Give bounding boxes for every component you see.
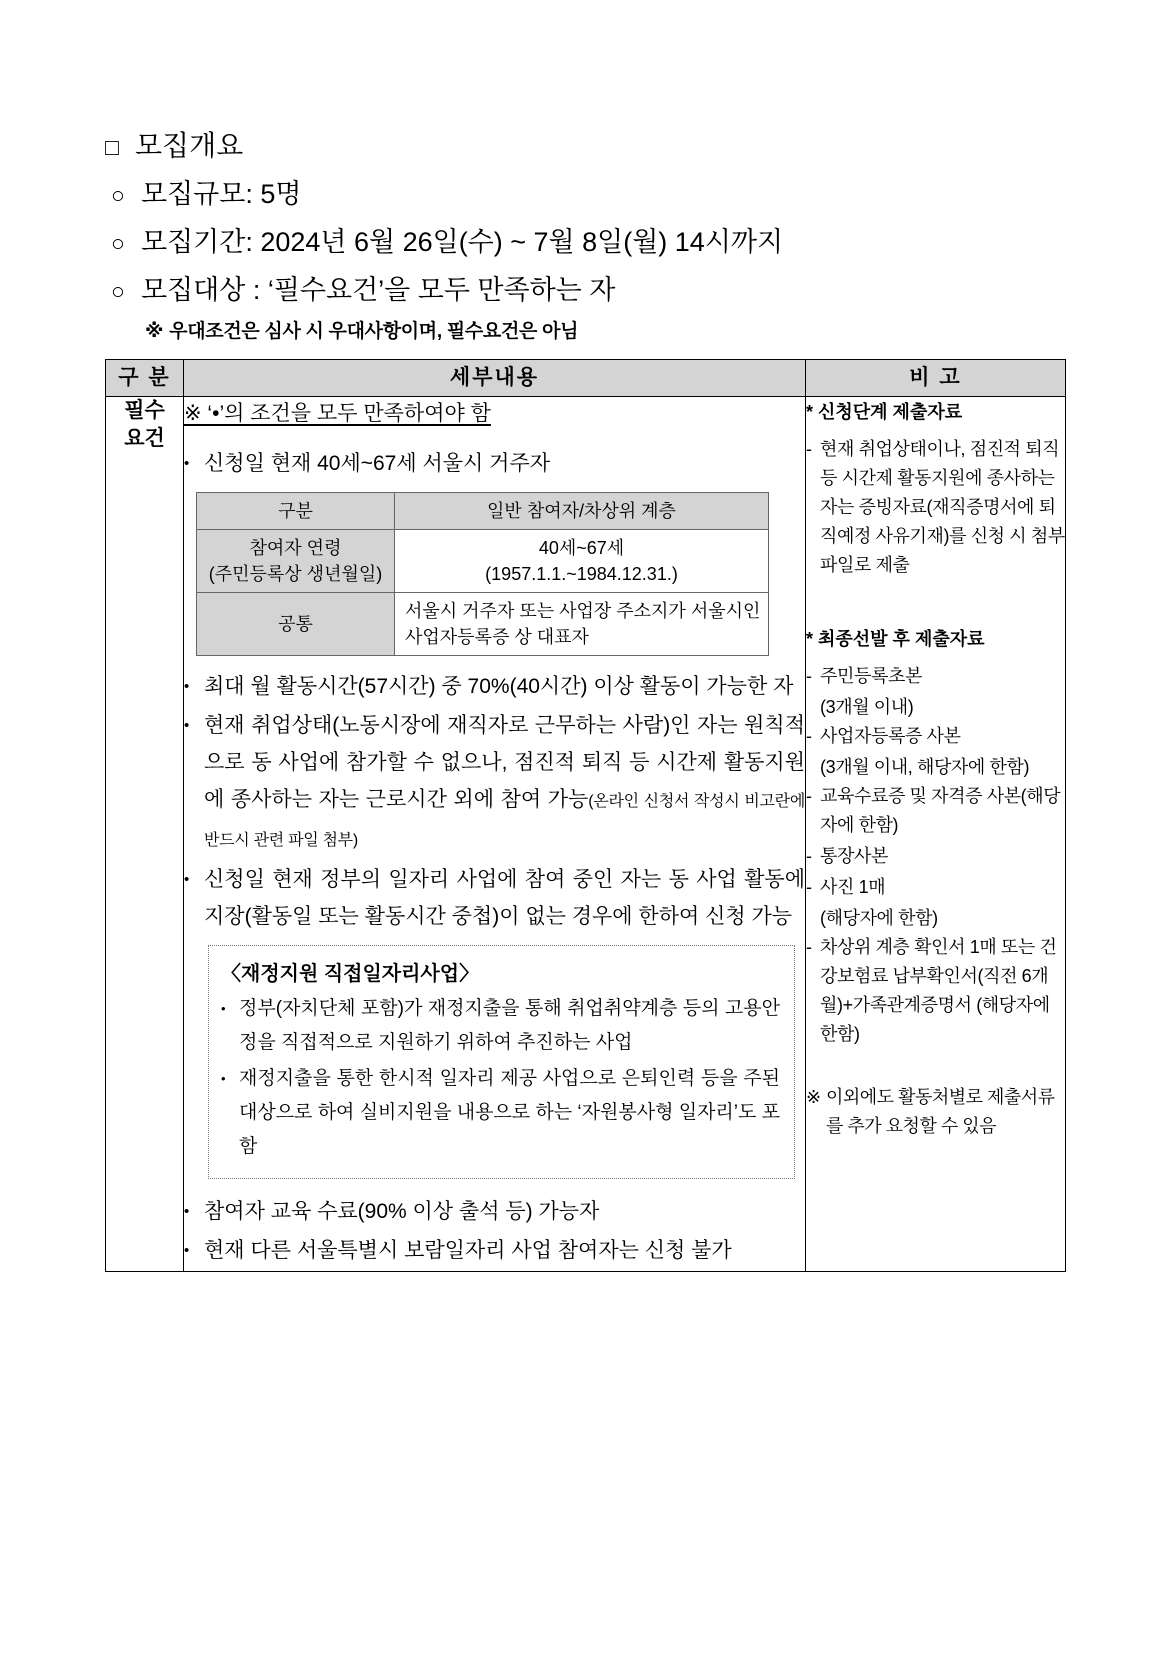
page-title: 모집개요 (135, 130, 244, 161)
dot-bullet-icon: • (221, 1071, 226, 1086)
common-value-line2: 사업자등록증 상 대표자 (405, 627, 589, 647)
reference-mark-icon: ※ (145, 321, 164, 342)
heading-line-scale (111, 171, 1065, 219)
dash-bullet-icon: - (806, 877, 812, 897)
detail-bullet-gov-program (184, 861, 805, 935)
detail-bullet-education (184, 1193, 805, 1230)
detail-bullet-other-program (184, 1232, 805, 1269)
dot-bullet-icon: • (184, 678, 190, 695)
bigo-section2-item (806, 662, 1065, 691)
section-title-line (105, 122, 1065, 171)
age-label-line1: 참여자 연령 (249, 538, 342, 558)
detail-bullet-employment-status-text: 현재 취업상태(노동시장에 재직자로 근무하는 사람)인 자는 원칙적으로 동 사업에 참가할 수 없으나, 점진적 퇴직 등 시간제 활동지원에 종사하는 자는 근로시간 외에 참여 가능 (204, 714, 805, 811)
age-table-col2-header: 일반 참여자/차상위 계층 (395, 493, 769, 530)
circle-bullet-icon: ○ (111, 278, 125, 304)
bigo-section1-item-text: 현재 취업상태이나, 점진적 퇴직 등 시간제 활동지원에 종사하는 자는 증빙자료(재직증명서에 퇴직예정 사유기재)를 신청 시 첨부파일로 제출 (820, 439, 1065, 575)
bigo-section2-title: * 최종선발 후 제출자료 (806, 629, 985, 649)
detail-bullet-activity-hours (184, 668, 805, 705)
definition-box-item (221, 1062, 780, 1164)
dot-bullet-icon: • (184, 717, 190, 734)
recruit-target-text: 모집대상 : ‘필수요건’을 모두 만족하는 자 (141, 275, 616, 305)
definition-box (208, 945, 795, 1179)
age-table-label-common: 공통 (197, 593, 395, 656)
common-value-line1: 서울시 거주자 또는 사업장 주소지가 서울시인 (405, 601, 761, 621)
detail-bullet-other-program-text: 현재 다른 서울특별시 보람일자리 사업 참여자는 신청 불가 (204, 1239, 732, 1262)
dot-bullet-icon: • (184, 1242, 190, 1259)
dot-bullet-icon: • (221, 1001, 226, 1016)
bigo-section1-item (806, 435, 1065, 580)
dash-bullet-icon: - (806, 786, 812, 806)
row-label-line1: 필수 (124, 399, 165, 422)
detail-bullet-residence-text: 신청일 현재 40세~67세 서울시 거주자 (204, 452, 551, 475)
age-criteria-table (196, 492, 769, 656)
dot-bullet-icon: • (184, 455, 190, 472)
age-value-line1: 40세~67세 (538, 538, 625, 558)
recruit-period-text: 모집기간: 2024년 6월 26일(수) ~ 7월 8일(월) 14시까지 (141, 227, 784, 257)
detail-bullet-employment-status-note: (온라인 신청서 작성시 비고란에 반드시 관련 파일 첨부) (204, 793, 805, 849)
age-value-line2: (1957.1.1.~1984.12.31.) (485, 564, 678, 584)
age-table-row-age (197, 530, 769, 593)
bigo-section2-item-text: 사업자등록증 사본 (820, 726, 961, 746)
bigo-section2-item (806, 782, 1065, 840)
detail-bullet-residence (184, 445, 805, 482)
square-bullet-icon: □ (105, 134, 119, 160)
bigo-section2-item-sub: (3개월 이내, 해당자에 한함) (820, 757, 1030, 777)
bigo-section2-item (806, 873, 1065, 902)
bigo-footnote-text: 이외에도 활동처별로 제출서류를 추가 요청할 수 있음 (826, 1087, 1055, 1136)
definition-box-item (221, 992, 780, 1060)
definition-box-item-text: 재정지출을 통한 한시적 일자리 제공 사업으로 은퇴인력 등을 주된 대상으로 하여 실비지원을 내용으로 하는 ‘자원봉사형 일자리’도 포함 (239, 1068, 780, 1157)
age-table-value-age (395, 530, 769, 593)
row-label-required-conditions (106, 397, 184, 1272)
age-label-line2: (주민등록상 생년월일) (208, 564, 383, 584)
dash-bullet-icon: - (806, 666, 812, 686)
age-table-row-common (197, 593, 769, 656)
bigo-section2-item (806, 933, 1065, 1049)
requirements-table (105, 359, 1066, 1272)
definition-box-title: 〈재정지원 직접일자리사업〉 (221, 963, 480, 985)
heading-line-target (111, 267, 1065, 315)
detail-content-cell (184, 397, 806, 1272)
heading-block (105, 122, 1065, 347)
recruit-scale-text: 모집규모: 5명 (141, 179, 302, 209)
detail-bullet-activity-hours-text: 최대 월 활동시간(57시간) 중 70%(40시간) 이상 활동이 가능한 자 (204, 675, 794, 698)
detail-bullet-gov-program-text: 신청일 현재 정부의 일자리 사업에 참여 중인 자는 동 사업 활동에 지장(활동일 또는 활동시간 중첩)이 없는 경우에 한하여 신청 가능 (204, 868, 805, 928)
dash-bullet-icon: - (806, 439, 812, 459)
bigo-section2-item-text: 통장사본 (820, 846, 888, 866)
dot-bullet-icon: • (184, 871, 190, 888)
circle-bullet-icon: ○ (111, 182, 125, 208)
table-header-row (106, 360, 1066, 397)
bigo-section2-item (806, 722, 1065, 751)
reference-mark-icon: ※ (806, 1087, 821, 1107)
detail-bullet-employment-status (184, 707, 805, 859)
bigo-content-cell (806, 397, 1066, 1272)
dash-bullet-icon: - (806, 726, 812, 746)
heading-line-period (111, 219, 1065, 267)
row-label-line2: 요건 (124, 427, 165, 450)
column-header-bigo: 비 고 (806, 360, 1066, 397)
detail-bullet-education-text: 참여자 교육 수료(90% 이상 출석 등) 가능자 (204, 1200, 600, 1223)
detail-underline-note: ※ ‘•’의 조건을 모두 만족하여야 함 (184, 402, 491, 425)
bigo-section2-item-text: 차상위 계층 확인서 1매 또는 건강보험료 납부확인서(직전 6개월)+가족관계증명서 (해당자에 한함) (820, 937, 1057, 1044)
bigo-section1-title: * 신청단계 제출자료 (806, 402, 963, 422)
definition-box-item-text: 정부(자치단체 포함)가 재정지출을 통해 취업취약계층 등의 고용안정을 직접적으로 지원하기 위하여 추진하는 사업 (239, 998, 780, 1053)
heading-note-text: 우대조건은 심사 시 우대사항이며, 필수요건은 아님 (169, 321, 579, 342)
age-table-col1-header: 구분 (197, 493, 395, 530)
table-row (106, 397, 1066, 1272)
column-header-gubun: 구 분 (106, 360, 184, 397)
heading-note (145, 317, 1065, 347)
bigo-section2-item-text: 사진 1매 (820, 877, 886, 897)
age-table-value-common (395, 593, 769, 656)
bigo-section2-item-text: 주민등록초본 (820, 666, 922, 686)
bigo-section2-item-sub: (해당자에 한함) (820, 908, 938, 928)
bigo-footnote (806, 1083, 1065, 1141)
bigo-section2-item (806, 842, 1065, 871)
column-header-detail: 세부내용 (184, 360, 806, 397)
dash-bullet-icon: - (806, 937, 812, 957)
bigo-section2-item-sub: (3개월 이내) (820, 697, 914, 717)
age-table-header-row (197, 493, 769, 530)
age-table-label-age (197, 530, 395, 593)
bigo-section2-item-text: 교육수료증 및 자격증 사본(해당자에 한함) (820, 786, 1061, 835)
circle-bullet-icon: ○ (111, 230, 125, 256)
dash-bullet-icon: - (806, 846, 812, 866)
dot-bullet-icon: • (184, 1203, 190, 1220)
